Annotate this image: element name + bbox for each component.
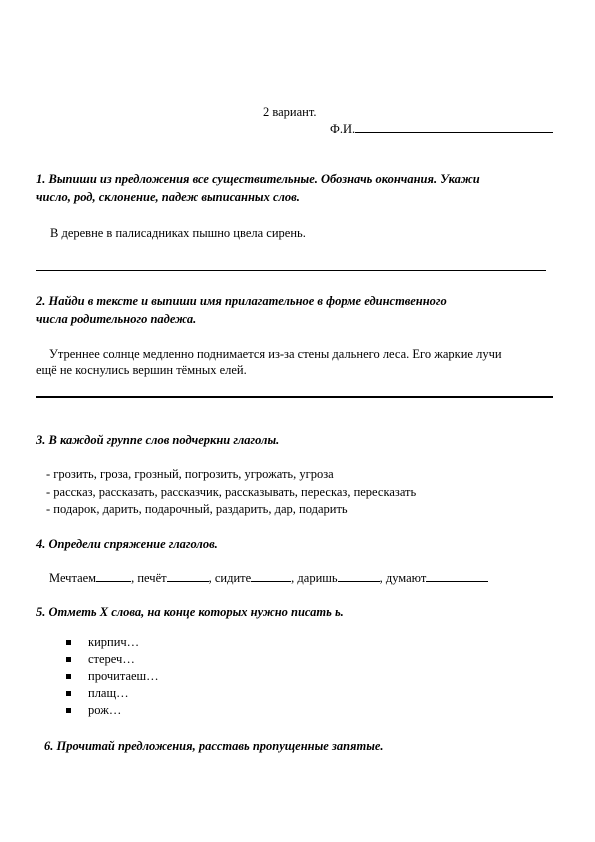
task3-instruction: 3. В каждой группе слов подчеркни глаголы.: [36, 433, 280, 447]
word-group[interactable]: - подарок, дарить, подарочный, раздарить, дар, подарить: [46, 502, 348, 516]
bullet-icon: [66, 691, 71, 696]
verb-word: , думают: [379, 571, 427, 585]
word-text: прочитаеш…: [88, 669, 159, 683]
word-text: рож…: [88, 703, 122, 717]
list-item[interactable]: [66, 634, 159, 651]
word-text: кирпич…: [88, 635, 140, 649]
list-item[interactable]: [66, 651, 159, 668]
fio-blank[interactable]: [355, 121, 553, 133]
task4-instruction: 4. Определи спряжение глаголов.: [36, 537, 218, 551]
task2-text-line1: Утреннее солнце медленно поднимается из-за стены дальнего леса. Его жаркие лучи: [49, 347, 502, 361]
task2-instruction-line2: числа родительного падежа.: [36, 312, 197, 326]
verb-blank[interactable]: [167, 570, 209, 582]
verb-blank[interactable]: [338, 570, 380, 582]
task5-instruction: 5. Отметь Х слова, на конце которых нужно писать ь.: [36, 605, 344, 619]
task3-word-groups: [46, 466, 416, 519]
verb-word: , даришь: [291, 571, 338, 585]
verb-word: , сидите: [208, 571, 252, 585]
task1-answer-line[interactable]: [36, 270, 546, 271]
task1-instruction-line2: число, род, склонение, падеж выписанных слов.: [36, 190, 300, 204]
bullet-icon: [66, 657, 71, 662]
list-item[interactable]: [66, 702, 159, 719]
verb-blank[interactable]: [426, 570, 488, 582]
bullet-icon: [66, 640, 71, 645]
list-item[interactable]: [66, 668, 159, 685]
variant-label: 2 вариант.: [263, 105, 317, 119]
task1-instruction-line1: 1. Выпиши из предложения все существительные. Обозначь окончания. Укажи: [36, 172, 480, 186]
task1-sentence: В деревне в палисадниках пышно цвела сирень.: [50, 226, 306, 240]
verb-blank[interactable]: [96, 570, 131, 582]
word-group[interactable]: - рассказ, рассказать, рассказчик, рассказывать, пересказ, пересказать: [46, 484, 417, 499]
task2-instruction-line1: 2. Найди в тексте и выпиши имя прилагательное в форме единственного: [36, 294, 447, 308]
task2-text-line2: ещё не коснулись вершин тёмных елей.: [36, 363, 247, 377]
verb-word: , печёт: [131, 571, 167, 585]
verb-blank[interactable]: [251, 570, 291, 582]
list-item[interactable]: [66, 685, 159, 702]
verb-word: Мечтаем: [49, 571, 97, 585]
fio-field[interactable]: [330, 121, 553, 137]
task5-word-list: [66, 634, 159, 719]
bullet-icon: [66, 708, 71, 713]
task6-instruction: 6. Прочитай предложения, расставь пропущенные запятые.: [44, 739, 384, 753]
task4-verbs-row: [49, 570, 488, 586]
task2-answer-line[interactable]: [36, 396, 553, 398]
fio-label: Ф.И.: [330, 122, 356, 136]
word-text: плащ…: [88, 686, 129, 700]
word-group[interactable]: - грозить, гроза, грозный, погрозить, угрожать, угроза: [46, 467, 334, 481]
bullet-icon: [66, 674, 71, 679]
word-text: стереч…: [88, 652, 135, 666]
